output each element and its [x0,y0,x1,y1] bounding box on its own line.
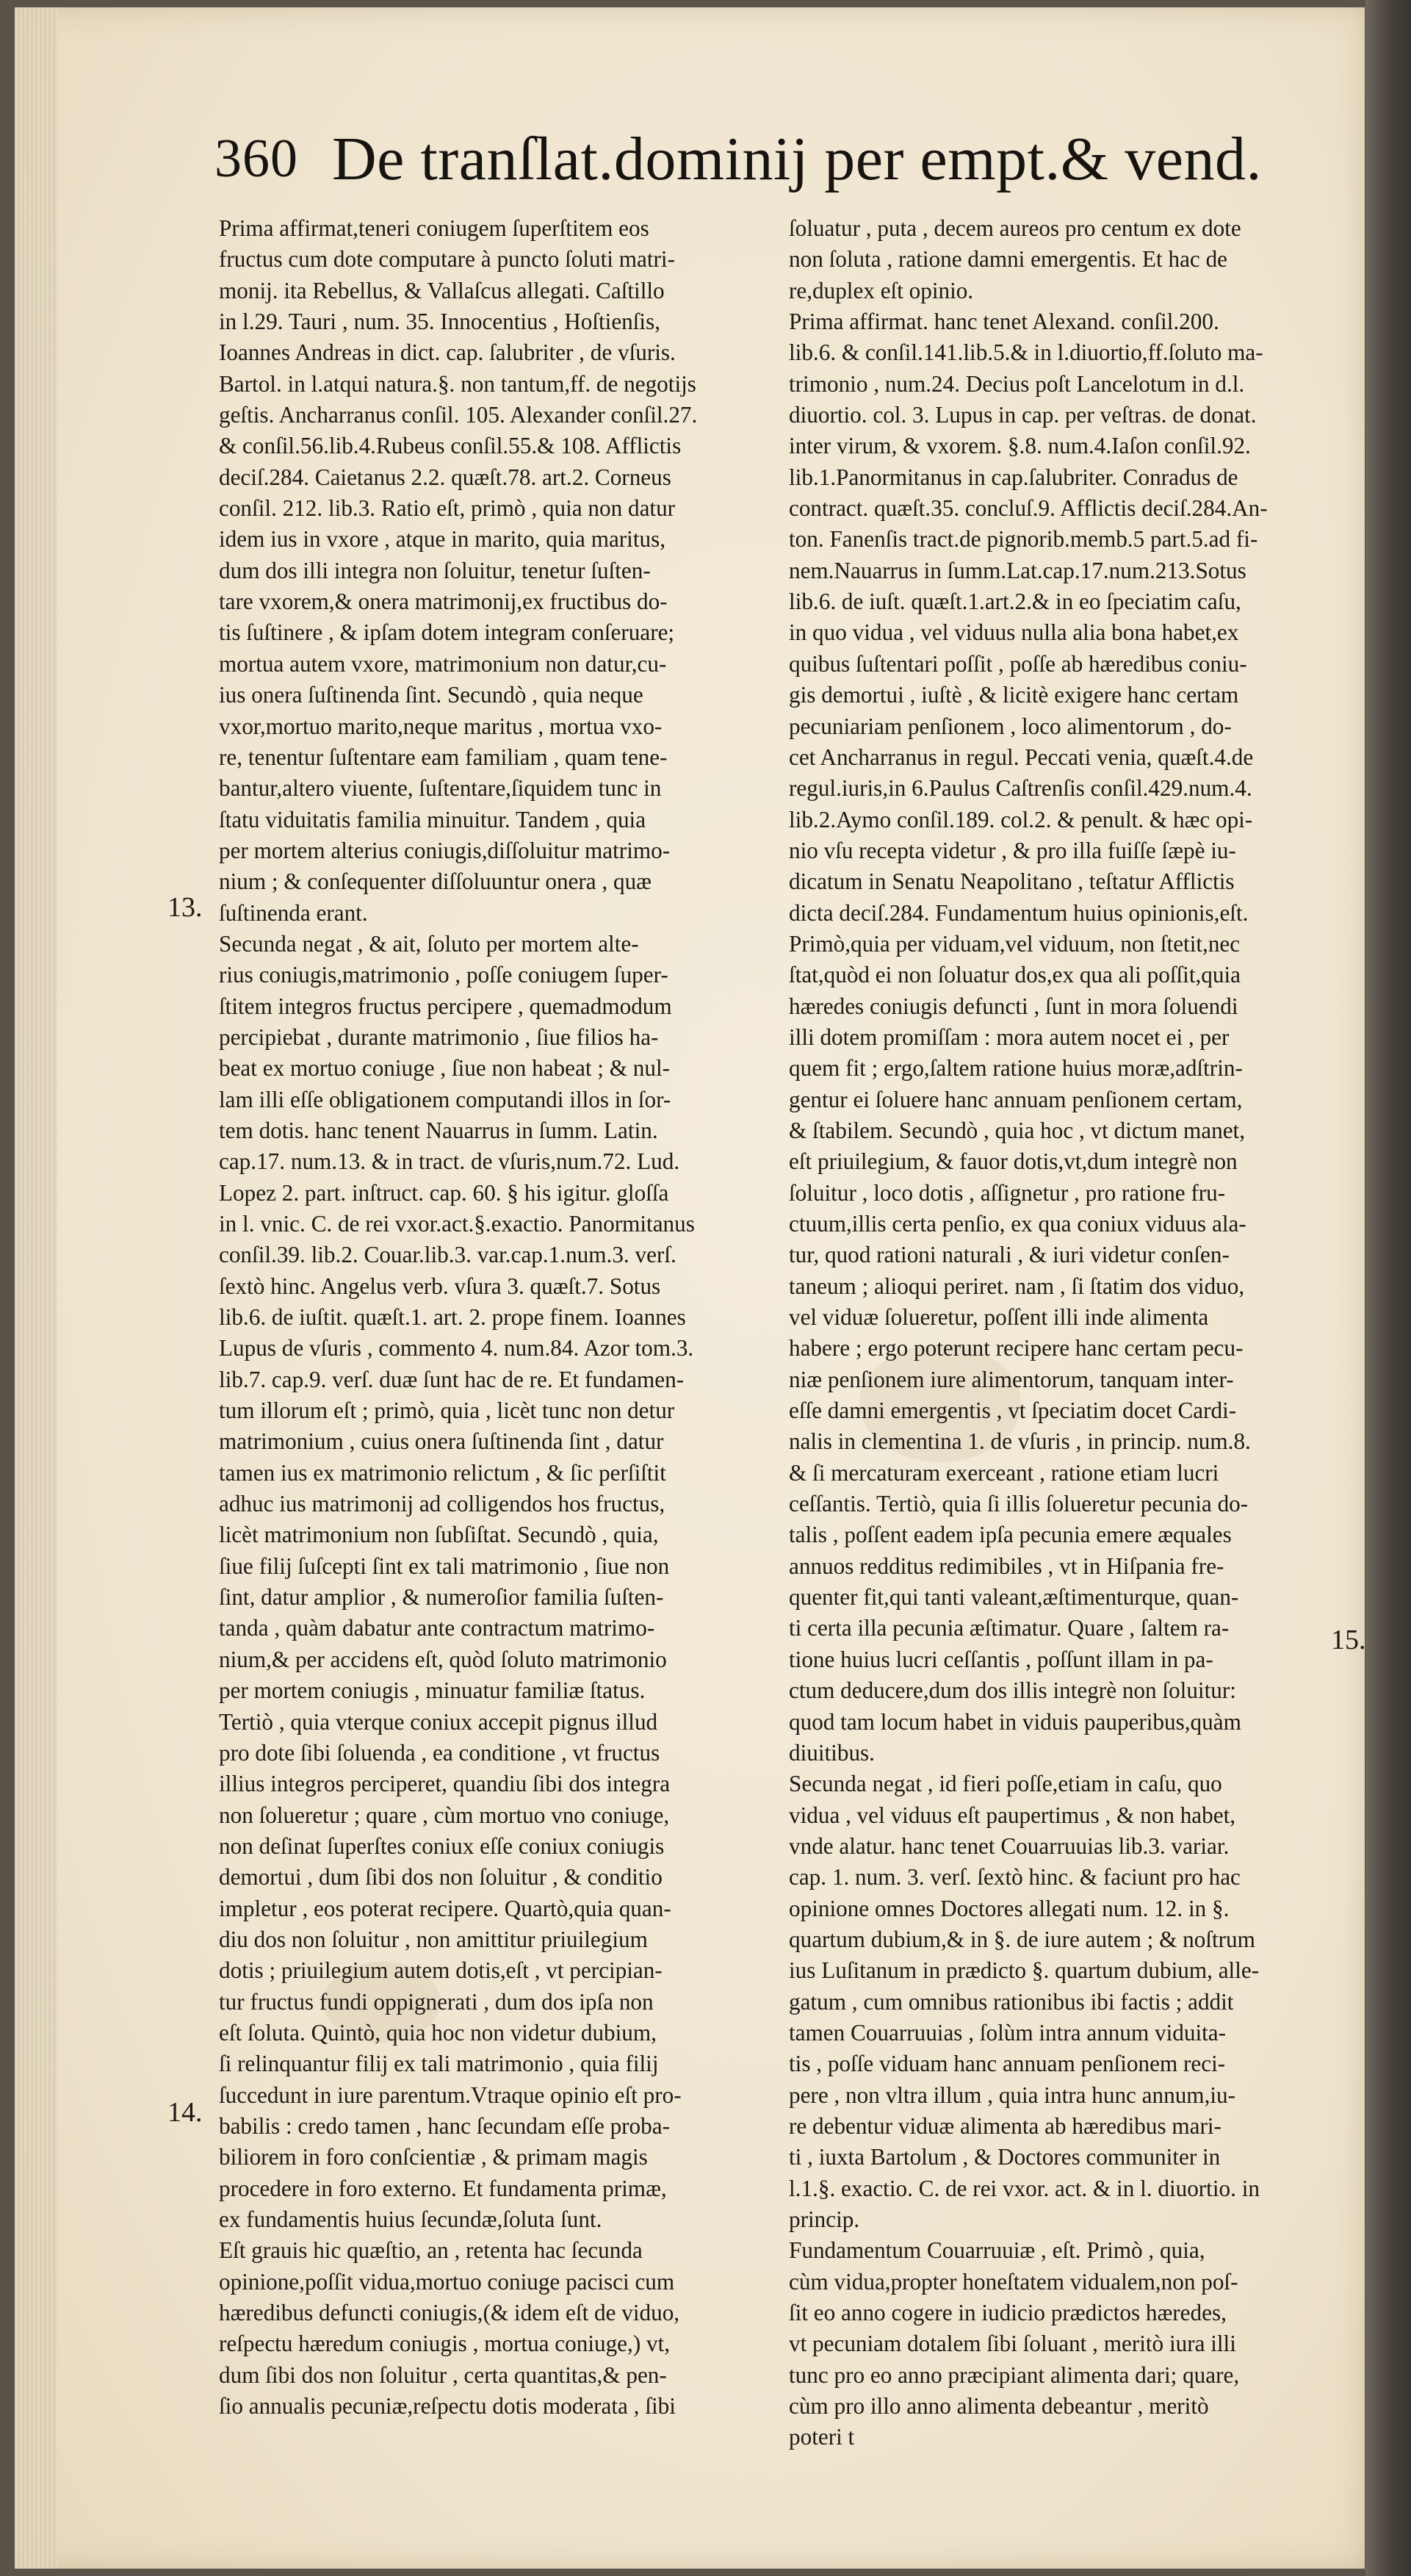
text-line: non ſoluta , ratione damni emergentis. Et hac de [789,246,1228,273]
text-line: ius onera ſuſtinenda ſint. Secundò , quia neque [219,682,643,708]
text-line: biliorem in foro conſcientiæ , & primam magis [219,2144,648,2170]
text-line: tis , poſſe viduam hanc annuam penſionem reci- [789,2051,1226,2077]
text-line: vxor,mortuo marito,neque maritus , mortua vxo- [219,713,663,739]
text-line: rius coniugis,matrimonio , poſſe coniugem ſuper- [219,962,668,988]
text-line: ctuum,illis certa penſio, ex qua coniux viduus ala- [789,1211,1246,1237]
text-line: ſuccedunt in iure parentum.Vtraque opinio eſt pro- [219,2082,682,2108]
text-line: & ſi mercaturam exerceant , ratione etiam lucri [789,1459,1219,1486]
text-line: quibus ſuſtentari poſſit , poſſe ab hæredibus coniu- [789,650,1247,677]
text-line: per mortem coniugis , minuatur familiæ ſtatus. [219,1677,646,1704]
text-line: bantur,altero viuente, ſuſtentare,ſiquidem tunc in [219,775,662,802]
text-line: eſt ſoluta. Quintò, quia hoc non videtur dubium, [219,2019,657,2046]
text-line: nio vſu recepta videtur , & pro illa fuiſſe ſæpè iu- [789,837,1236,863]
text-line: dicatum in Senatu Neapolitano , teſtatur Afflictis [789,868,1235,895]
text-line: illi dotem promiſſam : mora autem nocet ei , per [789,1023,1230,1050]
text-line: tunc pro eo anno præcipiant alimenta dari; quare, [789,2361,1240,2388]
text-line: niæ penſionem iure alimentorum, tanquam inter- [789,1366,1234,1392]
text-line: dicta deciſ.284. Fundamentum huius opinionis,eſt. [789,899,1249,926]
text-line: tem dotis. hanc tenent Nauarrus in ſumm. Latin. [219,1117,658,1143]
text-line: tur, quod rationi naturali , & iuri videtur conſen- [789,1242,1230,1268]
text-line: licèt matrimonium non ſubſiſtat. Secundò , quia, [219,1522,659,1548]
text-line: gis demortui , iuſtè , & licitè exigere hanc certam [789,682,1239,708]
text-line: tis ſuſtinere , & ipſam dotem integram conſeruare; [219,619,675,646]
text-line: nium ; & conſequenter diſſoluuntur onera , quæ [219,868,652,895]
text-line: ſuſtinenda erant. [219,899,368,926]
scan-border-right [1365,0,1411,2576]
text-line: pere , non vltra illum , quia intra hunc annum,iu- [789,2082,1236,2108]
text-line: ſoluatur , puta , decem aureos pro centum ex dote [789,215,1241,241]
text-line: tione huius lucri ceſſantis , poſſunt illam in pa- [789,1646,1213,1672]
text-line: ſtat,quòd ei non ſoluatur dos,ex qua ali poſſit,quia [789,962,1241,988]
text-line: tare vxorem,& onera matrimonij,ex fructibus do- [219,589,668,615]
text-line: Fundamentum Couarruuiæ , eſt. Primò , quia, [789,2237,1205,2264]
text-line: talis , poſſent eadem ipſa pecunia emere æquales [789,1522,1232,1548]
text-line: in quo vidua , vel viduus nulla alia bona habet,ex [789,619,1239,646]
text-line: geſtis. Ancharranus conſil. 105. Alexander conſil.27. [219,402,698,428]
text-line: hæredibus defuncti coniugis,(& idem eſt de viduo, [219,2300,680,2326]
text-line: dum dos illi integra non ſoluitur, tenetur ſuſten- [219,557,651,583]
text-line: cùm vidua,propter honeſtatem vidualem,non poſ- [789,2268,1238,2295]
text-line: tamen ius ex matrimonio relictum , & ſic perſiſtit [219,1459,666,1486]
text-line: ius Luſitanum in prædicto §. quartum dubium, alle- [789,1957,1260,1984]
text-line: Tertiò , quia vterque coniux accepit pignus illud [219,1708,658,1735]
text-line: ceſſantis. Tertiò, quia ſi illis ſolueretur pecunia do- [789,1491,1249,1517]
text-line: contract. quæſt.35. concluſ.9. Afflictis deciſ.284.An- [789,495,1268,522]
text-line: habere ; ergo poterunt recipere hanc certam pecu- [789,1335,1244,1361]
text-line: fructus cum dote computare à puncto ſoluti matri- [219,246,675,273]
text-line: cap. 1. num. 3. verſ. ſextò hinc. & faciunt pro hac [789,1864,1241,1890]
text-line: tur fructus fundi oppignerati , dum dos ipſa non [219,1988,654,2015]
text-line: pecuniariam penſionem , loco alimentorum , do- [789,713,1232,739]
text-line: diuortio. col. 3. Lupus in cap. per veſtras. de donat. [789,402,1257,428]
text-line: lib.6. & conſil.141.lib.5.& in l.diuortio,ff.ſoluto ma- [789,339,1263,366]
text-line: mortua autem vxore, matrimonium non datur,cu- [219,650,667,677]
marginal-number: 13. [167,892,203,923]
text-line: pro dote ſibi ſoluenda , ea conditione , vt fructus [219,1739,660,1766]
text-line: hæredes coniugis defuncti , ſunt in mora ſoluendi [789,993,1238,1019]
text-line: ſoluitur , loco dotis , aſſignetur , pro ratione fru- [789,1179,1226,1206]
text-line: opinione,poſſit vidua,mortuo coniuge pacisci cum [219,2268,675,2295]
text-column-left [219,213,799,2422]
text-line: quod tam locum habet in viduis pauperibus,quàm [789,1708,1241,1735]
text-line: eſt priuilegium, & fauor dotis,vt,dum integrè non [789,1148,1238,1175]
text-line: inter virum, & vxorem. §.8. num.4.Iaſon conſil.92. [789,433,1251,459]
text-line: lib.7. cap.9. verſ. duæ ſunt hac de re. Et fundamen- [219,1366,685,1392]
text-line: ſit eo anno cogere in iudicio prædictos hæredes, [789,2300,1227,2326]
text-line: demortui , dum ſibi dos non ſoluitur , & conditio [219,1864,663,1890]
text-line: Bartol. in l.atqui natura.§. non tantum,ff. de negotijs [219,370,696,397]
text-line: poteri t [789,2424,855,2450]
marginal-number: 15. [1331,1625,1366,1655]
text-line: dum ſibi dos non ſoluitur , certa quantitas,& pen- [219,2361,667,2388]
text-line: ſiue filij ſuſcepti ſint ex tali matrimonio , ſiue non [219,1553,670,1579]
text-line: gatum , cum omnibus rationibus ibi factis ; addit [789,1988,1234,2015]
page-header [214,123,1263,219]
text-line: cùm pro illo anno alimenta debeantur , meritò [789,2393,1209,2420]
text-line: in l. vnic. C. de rei vxor.act.§.exactio. Panormitanus [219,1211,695,1237]
text-line: & conſil.56.lib.4.Rubeus conſil.55.& 108. Afflictis [219,433,682,459]
text-line: ex fundamentis huius ſecundæ,ſoluta ſunt. [219,2206,602,2232]
text-line: vt pecuniam dotalem ſibi ſoluant , meritò iura illi [789,2331,1236,2357]
text-line: re, tenentur ſuſtentare eam familiam , quam tene- [219,744,668,770]
text-line: Secunda negat , & ait, ſoluto per mortem alte- [219,930,639,957]
text-line: idem ius in vxore , atque in marito, quia maritus, [219,526,666,553]
text-line: quartum dubium,& in §. de iure autem ; & noſtrum [789,1926,1255,1952]
text-line: adhuc ius matrimonij ad colligendos hos fructus, [219,1491,665,1517]
text-line: in l.29. Tauri , num. 35. Innocentius , Hoſtienſis, [219,309,661,335]
text-line: eſſe damni emergentis , vt ſpeciatim docet Cardi- [789,1397,1237,1424]
text-line: quem fit ; ergo,ſaltem ratione huius moræ,adſtrin- [789,1055,1243,1082]
text-line: Primò,quia per viduam,vel viduum, non ſtetit,nec [789,930,1241,957]
text-line: ſio annualis pecuniæ,reſpectu dotis moderata , ſibi [219,2393,676,2420]
text-line: Ioannes Andreas in dict. cap. ſalubriter , de vſuris. [219,339,676,366]
text-line: non deſinat ſuperſtes coniux eſſe coniux coniugis [219,1832,665,1859]
text-line: nium,& per accidens eſt, quòd ſoluto matrimonio [219,1646,667,1672]
text-line: regul.iuris,in 6.Paulus Caſtrenſis conſil.429.num.4. [789,775,1252,802]
text-line: ctum deducere,dum dos illis integrè non ſoluitur: [789,1677,1236,1704]
page-number: 360 [214,129,298,189]
text-line: taneum ; alioqui periret. nam , ſi ſtatim dos viduo, [789,1273,1245,1299]
text-line: ſi relinquantur filij ex tali matrimonio , quia filij [219,2051,659,2077]
text-line: monij. ita Rebellus, & Vallaſcus allegati. Caſtillo [219,277,665,303]
text-line: l.1.§. exactio. C. de rei vxor. act. & in l. diuortio. in [789,2175,1260,2201]
text-line: & ſtabilem. Secundò , quia hoc , vt dictum manet, [789,1117,1246,1143]
text-line: ton. Fanenſis tract.de pignorib.memb.5 part.5.ad fi- [789,526,1258,553]
text-line: nalis in clementina 1. de vſuris , in princip. num.8. [789,1428,1251,1455]
text-line: diuitibus. [789,1739,875,1766]
text-line: diu dos non ſoluitur , non amittitur priuilegium [219,1926,648,1952]
text-line: gentur ei ſoluere hanc annuam penſionem certam, [789,1086,1243,1112]
text-line: vidua , vel viduus eſt paupertimus , & non habet, [789,1802,1236,1828]
text-line: ſint, datur amplior , & numeroſior familia ſuſten- [219,1584,664,1611]
text-line: lib.2.Aymo conſil.189. col.2. & penult. & hæc opi- [789,806,1253,832]
text-line: ti , iuxta Bartolum , & Doctores communiter in [789,2144,1221,2170]
text-line: re,duplex eſt opinio. [789,277,974,303]
text-line: ſextò hinc. Angelus verb. vſura 3. quæſt.7. Sotus [219,1273,661,1299]
marginal-number: 14. [167,2097,203,2128]
text-line: trimonio , num.24. Decius poſt Lancelotum in d.l. [789,370,1245,397]
text-line: beat ex mortuo coniuge , ſiue non habeat ; & nul- [219,1055,671,1082]
text-line: lib.6. de iuſtit. quæſt.1. art. 2. prope finem. Ioannes [219,1304,686,1331]
text-line: princip. [789,2206,860,2232]
text-line: nem.Nauarrus in ſumm.Lat.cap.17.num.213.Sotus [789,557,1246,583]
text-line: Eſt grauis hic quæſtio, an , retenta hac ſecunda [219,2237,643,2264]
text-line: percipiebat , durante matrimonio , ſiue filios ha- [219,1023,659,1050]
text-line: tanda , quàm dabatur ante contractum matrimo- [219,1615,655,1641]
text-line: per mortem alterius coniugis,diſſoluitur matrimo- [219,837,671,863]
text-line: conſil.39. lib.2. Couar.lib.3. var.cap.1.num.3. verſ. [219,1242,676,1268]
text-line: Lupus de vſuris , commento 4. num.84. Azor tom.3. [219,1335,694,1361]
text-line: tamen Couarruuias , ſolùm intra annum viduita- [789,2019,1227,2046]
text-line: Lopez 2. part. inſtruct. cap. 60. § his igitur. gloſſa [219,1179,669,1206]
text-line: Secunda negat , id fieri poſſe,etiam in caſu, quo [789,1771,1222,1797]
text-line: cap.17. num.13. & in tract. de vſuris,num.72. Lud. [219,1148,680,1175]
text-line: opinione omnes Doctores allegati num. 12. in §. [789,1895,1230,1921]
text-line: non ſolueretur ; quare , cùm mortuo vno coniuge, [219,1802,670,1828]
text-line: dotis ; priuilegium autem dotis,eſt , vt percipian- [219,1957,663,1984]
page-edge-stack [15,7,57,2569]
running-title: De tranſlat.dominij per empt.& vend. [332,125,1263,193]
text-line: lam illi eſſe obligationem computandi illos in ſor- [219,1086,671,1112]
text-line: impletur , eos poterat recipere. Quartò,quia quan- [219,1895,671,1921]
text-line: cet Ancharranus in regul. Peccati venia, quæſt.4.de [789,744,1254,770]
text-line: re debentur viduæ alimenta ab hæredibus mari- [789,2112,1221,2139]
text-line: ſtitem integros fructus percipere , quemadmodum [219,993,672,1019]
text-line: conſil. 212. lib.3. Ratio eſt, primò , quia non datur [219,495,676,522]
text-column-right [789,213,1310,2453]
text-line: annuos redditus redimibiles , vt in Hiſpania fre- [789,1553,1224,1579]
text-line: matrimonium , cuius onera ſuſtinenda ſint , datur [219,1428,664,1455]
text-line: deciſ.284. Caietanus 2.2. quæſt.78. art.2. Corneus [219,464,671,490]
text-line: procedere in foro externo. Et fundamenta primæ, [219,2175,667,2201]
text-line: babilis : credo tamen , hanc ſecundam eſſe proba- [219,2112,670,2139]
text-line: illius integros perciperet, quandiu ſibi dos integra [219,1771,671,1797]
text-line: lib.6. de iuſt. quæſt.1.art.2.& in eo ſpeciatim caſu, [789,589,1241,615]
text-line: vel viduæ ſolueretur, poſſent illi inde alimenta [789,1304,1209,1331]
text-line: tum illorum eſt ; primò, quia , licèt tunc non detur [219,1397,675,1424]
text-line: ti certa illa pecunia æſtimatur. Quare , ſaltem ra- [789,1615,1230,1641]
text-line: Prima affirmat,teneri coniugem ſuperſtitem eos [219,215,649,241]
text-line: reſpectu hæredum coniugis , mortua coniuge,) vt, [219,2331,671,2357]
text-line: vnde alatur. hanc tenet Couarruuias lib.3. variar. [789,1832,1230,1859]
text-line: quenter fit,qui tanti valeant,æſtimenturque, quan- [789,1584,1239,1611]
text-line: Prima affirmat. hanc tenet Alexand. conſil.200. [789,309,1219,335]
text-line: ſtatu viduitatis familia minuitur. Tandem , quia [219,806,646,832]
text-line: lib.1.Panormitanus in cap.ſalubriter. Conradus de [789,464,1238,490]
